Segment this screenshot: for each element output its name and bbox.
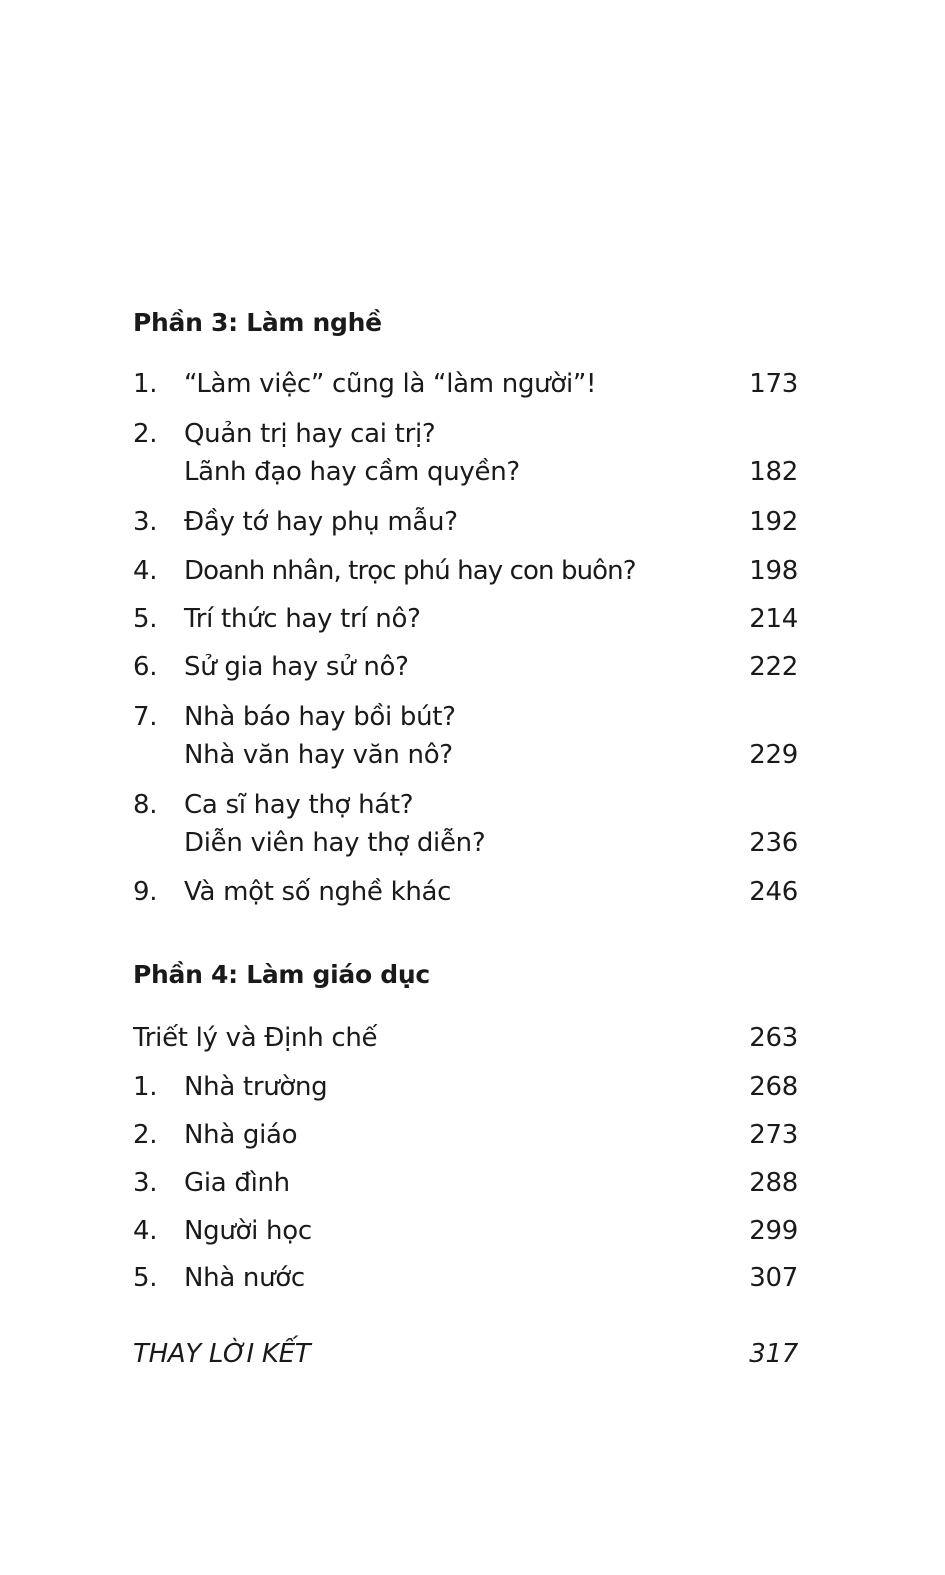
entry-page-number: 299: [749, 1216, 798, 1246]
entry-title-line-2: Nhà văn hay văn nô?: [184, 740, 453, 770]
entry-title: Doanh nhân, trọc phú hay con buôn?: [184, 556, 636, 586]
entry-number: 5.: [133, 604, 158, 634]
entry-title: Triết lý và Định chế: [133, 1023, 378, 1053]
entry-title: Nhà nước: [184, 1263, 305, 1293]
entry-title-line-2: Lãnh đạo hay cầm quyền?: [184, 457, 520, 487]
entry-number: 4.: [133, 556, 158, 586]
entry-page-number: 198: [749, 556, 798, 586]
entry-page-number: 236: [749, 828, 798, 858]
entry-page-number: 263: [749, 1023, 798, 1053]
entry-title: Đầy tớ hay phụ mẫu?: [184, 507, 458, 537]
toc-entry-closing[interactable]: [133, 1335, 798, 1373]
toc-entry-part4-4[interactable]: [133, 1212, 798, 1250]
toc-entry-part4-1[interactable]: [133, 1068, 798, 1106]
entry-page-number: 229: [749, 740, 798, 770]
entry-page-number: 246: [749, 877, 798, 907]
toc-entry-part3-9[interactable]: [133, 873, 798, 911]
toc-entry-part4-intro[interactable]: [133, 1019, 798, 1057]
entry-page-number: 182: [749, 457, 798, 487]
entry-page-number: 173: [749, 369, 798, 399]
toc-entry-part4-3[interactable]: [133, 1164, 798, 1202]
entry-number: 9.: [133, 877, 158, 907]
entry-title: Trí thức hay trí nô?: [184, 604, 421, 634]
entry-title: Nhà trường: [184, 1072, 328, 1102]
entry-page-number: 307: [749, 1263, 798, 1293]
entry-title-line-1: Nhà báo hay bồi bút?: [184, 702, 456, 732]
entry-title: Nhà giáo: [184, 1120, 298, 1150]
toc-entry-part3-8[interactable]: [133, 786, 798, 862]
entry-number: 7.: [133, 702, 158, 732]
entry-number: 5.: [133, 1263, 158, 1293]
entry-title: Gia đình: [184, 1168, 290, 1198]
entry-number: 4.: [133, 1216, 158, 1246]
entry-title-line-1: Quản trị hay cai trị?: [184, 419, 436, 449]
closing-page-number: 317: [749, 1339, 798, 1369]
entry-title: Và một số nghề khác: [184, 877, 452, 907]
toc-entry-part4-2[interactable]: [133, 1116, 798, 1154]
entry-title: Người học: [184, 1216, 312, 1246]
entry-title: Sử gia hay sử nô?: [184, 652, 409, 682]
entry-number: 3.: [133, 507, 158, 537]
entry-number: 2.: [133, 1120, 158, 1150]
part3-heading: Phần 3: Làm nghề: [133, 308, 382, 337]
entry-page-number: 222: [749, 652, 798, 682]
entry-page-number: 273: [749, 1120, 798, 1150]
entry-number: 6.: [133, 652, 158, 682]
part4-heading: Phần 4: Làm giáo dục: [133, 960, 430, 989]
toc-entry-part3-3[interactable]: [133, 503, 798, 541]
closing-title: THAY LỜI KẾT: [133, 1339, 311, 1369]
entry-page-number: 268: [749, 1072, 798, 1102]
toc-entry-part3-7[interactable]: [133, 698, 798, 774]
entry-number: 3.: [133, 1168, 158, 1198]
entry-page-number: 288: [749, 1168, 798, 1198]
entry-title-line-2: Diễn viên hay thợ diễn?: [184, 828, 486, 858]
toc-entry-part3-4[interactable]: [133, 552, 798, 590]
toc-entry-part4-5[interactable]: [133, 1259, 798, 1297]
toc-entry-part3-6[interactable]: [133, 648, 798, 686]
entry-number: 1.: [133, 369, 158, 399]
toc-entry-part3-5[interactable]: [133, 600, 798, 638]
toc-entry-part3-1[interactable]: [133, 365, 798, 403]
entry-number: 8.: [133, 790, 158, 820]
entry-page-number: 214: [749, 604, 798, 634]
entry-number: 2.: [133, 419, 158, 449]
entry-page-number: 192: [749, 507, 798, 537]
entry-title: “Làm việc” cũng là “làm người”!: [184, 369, 597, 399]
entry-title-line-1: Ca sĩ hay thợ hát?: [184, 790, 414, 820]
toc-entry-part3-2[interactable]: [133, 415, 798, 491]
entry-number: 1.: [133, 1072, 158, 1102]
